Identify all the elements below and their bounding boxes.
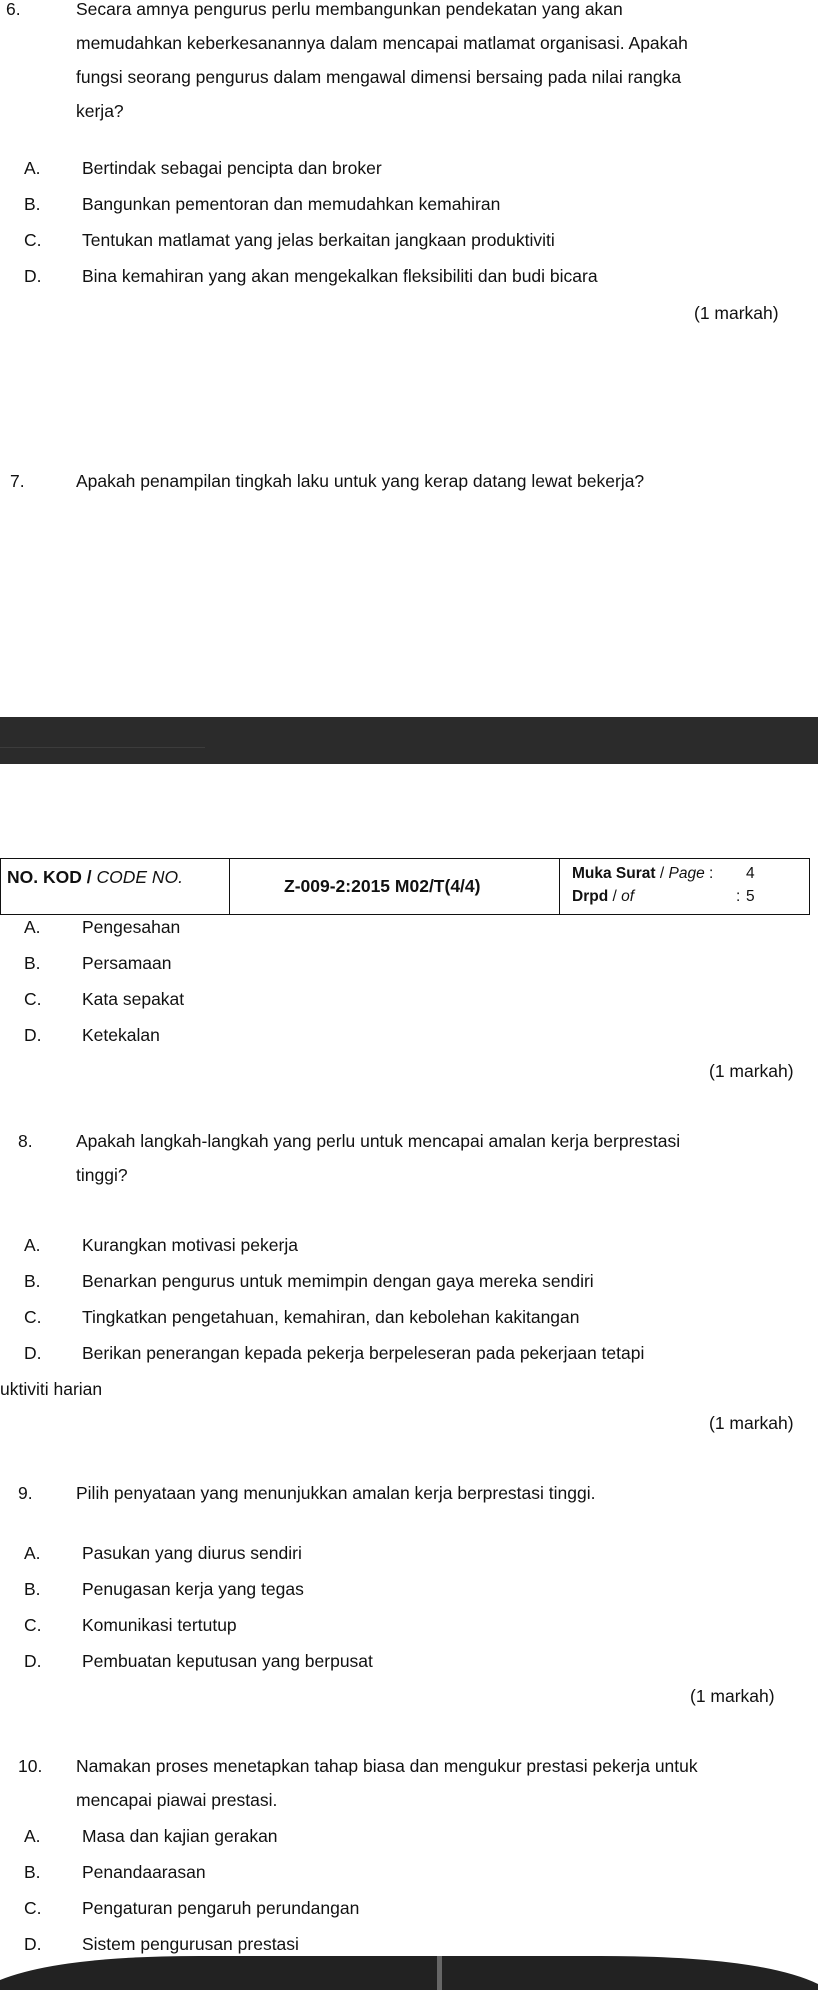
option-text: Kata sepakat	[82, 989, 185, 1009]
option-text: Pengaturan pengaruh perundangan	[82, 1898, 360, 1918]
option-letter: B.	[24, 953, 41, 973]
question-text-line: Apakah langkah-langkah yang perlu untuk mencapai amalan kerja berprestasi	[76, 1131, 681, 1151]
page-info-cell	[560, 859, 809, 914]
option-text: Persamaan	[82, 953, 172, 973]
option-letter: B.	[24, 1271, 41, 1291]
option-letter: C.	[24, 230, 42, 250]
question-text-line: Secara amnya pengurus perlu membangunkan pendekatan yang akan	[76, 0, 623, 19]
option-letter: A.	[24, 1235, 41, 1255]
marks-label: (1 markah)	[709, 1061, 794, 1081]
page-label: Muka Surat / Page :	[572, 865, 714, 882]
option-text: Bertindak sebagai pencipta dan broker	[82, 158, 382, 178]
option-letter: C.	[24, 1307, 42, 1327]
option-text: Berikan penerangan kepada pekerja berpeleseran pada pekerjaan tetapi	[82, 1343, 645, 1363]
question-number: 8.	[18, 1131, 33, 1151]
option-letter: A.	[24, 158, 41, 178]
option-letter: C.	[24, 989, 42, 1009]
page-edge-shadow	[0, 1950, 818, 1990]
option-text: Sistem pengurusan prestasi	[82, 1934, 299, 1954]
option-text: Kurangkan motivasi pekerja	[82, 1235, 298, 1255]
option-letter: D.	[24, 1025, 42, 1045]
question-number: 10.	[18, 1756, 43, 1776]
page-label-italic: Page	[668, 865, 705, 882]
option-text: Komunikasi tertutup	[82, 1615, 237, 1635]
code-label-bold: NO. KOD /	[7, 867, 97, 887]
question-text-line: Namakan proses menetapkan tahap biasa dan mengukur prestasi pekerja untuk	[76, 1756, 698, 1776]
of-label-italic: of	[621, 888, 635, 905]
marks-label: (1 markah)	[694, 303, 779, 323]
page-header-table	[0, 858, 810, 915]
option-text: Penugasan kerja yang tegas	[82, 1579, 304, 1599]
of-colon: :	[736, 888, 741, 905]
question-text-line: Pilih penyataan yang menunjukkan amalan kerja berprestasi tinggi.	[76, 1483, 596, 1503]
marks-label: (1 markah)	[709, 1413, 794, 1433]
option-text: Tingkatkan pengetahuan, kemahiran, dan kebolehan kakitangan	[82, 1307, 580, 1327]
question-text-line: kerja?	[76, 101, 124, 121]
option-text: Pengesahan	[82, 917, 181, 937]
question-number: 9.	[18, 1483, 33, 1503]
question-text-line: mencapai piawai prestasi.	[76, 1790, 278, 1810]
option-letter: A.	[24, 1543, 41, 1563]
page-separator	[0, 717, 818, 764]
option-letter: D.	[24, 1343, 42, 1363]
of-label: Drpd / of	[572, 888, 635, 905]
option-letter: B.	[24, 1579, 41, 1599]
option-text: Penandaarasan	[82, 1862, 206, 1882]
page-number: 4	[746, 865, 755, 882]
option-letter: A.	[24, 917, 41, 937]
code-value: Z-009-2:2015 M02/T(4/4)	[284, 876, 481, 896]
option-text: Pasukan yang diurus sendiri	[82, 1543, 302, 1563]
question-text-line: fungsi seorang pengurus dalam mengawal dimensi bersaing pada nilai rangka	[76, 67, 682, 87]
option-letter: A.	[24, 1826, 41, 1846]
total-pages: 5	[746, 888, 755, 905]
page-separator-line	[0, 747, 205, 748]
option-letter: D.	[24, 1934, 42, 1954]
option-text: Masa dan kajian gerakan	[82, 1826, 278, 1846]
option-letter: C.	[24, 1615, 42, 1635]
code-label-italic: CODE NO.	[96, 867, 183, 887]
question-number: 7.	[10, 471, 25, 491]
option-text: Bina kemahiran yang akan mengekalkan fleksibiliti dan budi bicara	[82, 266, 598, 286]
page-label-bold: Muka Surat	[572, 865, 656, 882]
option-text: Benarkan pengurus untuk memimpin dengan gaya mereka sendiri	[82, 1271, 594, 1291]
question-number: 6.	[6, 0, 21, 19]
option-overflow-text: uktiviti harian	[0, 1379, 103, 1399]
question-text-line: memudahkan keberkesanannya dalam mencapai matlamat organisasi. Apakah	[76, 33, 688, 53]
option-text: Ketekalan	[82, 1025, 160, 1045]
code-label	[7, 866, 183, 888]
option-text: Tentukan matlamat yang jelas berkaitan jangkaan produktiviti	[82, 230, 555, 250]
question-text-line: tinggi?	[76, 1165, 128, 1185]
option-letter: D.	[24, 1651, 42, 1671]
question-text-line: Apakah penampilan tingkah laku untuk yang kerap datang lewat bekerja?	[76, 471, 645, 491]
code-value-cell	[230, 859, 560, 914]
option-text: Bangunkan pementoran dan memudahkan kemahiran	[82, 194, 501, 214]
option-letter: B.	[24, 1862, 41, 1882]
of-label-bold: Drpd	[572, 888, 609, 905]
option-text: Pembuatan keputusan yang berpusat	[82, 1651, 373, 1671]
marks-label: (1 markah)	[690, 1686, 775, 1706]
option-letter: B.	[24, 194, 41, 214]
option-letter: C.	[24, 1898, 42, 1918]
option-letter: D.	[24, 266, 42, 286]
code-label-cell	[1, 859, 230, 914]
